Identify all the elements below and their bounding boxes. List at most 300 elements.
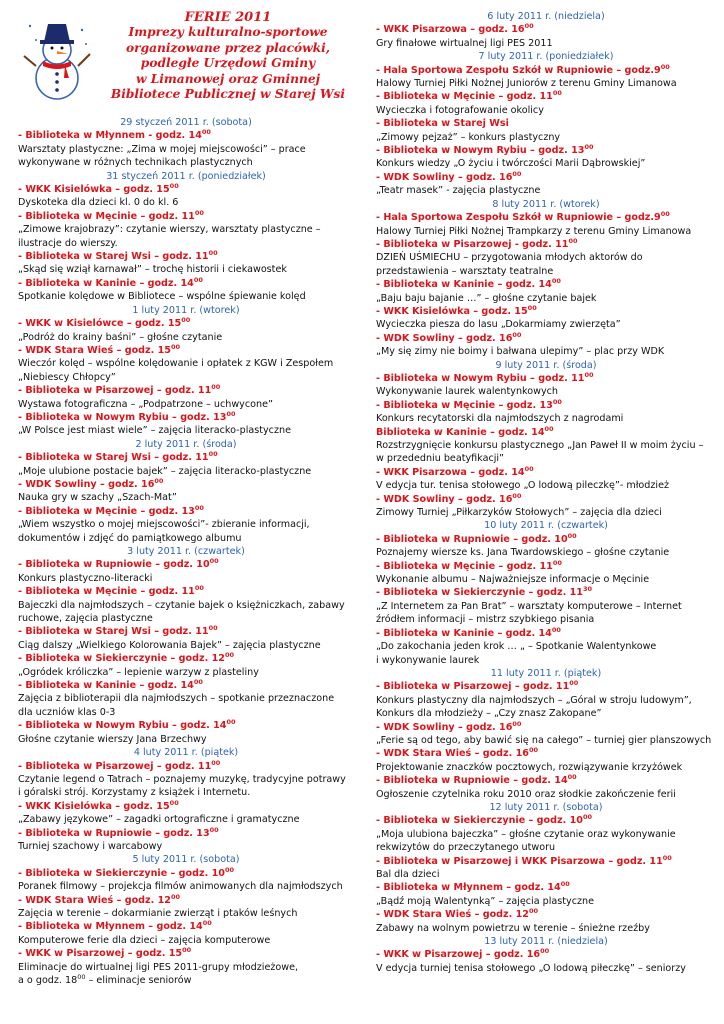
schedule-event (18, 813, 354, 826)
schedule-venue (18, 800, 354, 813)
schedule-event (18, 599, 354, 612)
schedule-venue (18, 344, 354, 357)
line-text: - Biblioteka w Siekierczynie – godz. 10 (376, 815, 583, 827)
line-text: - Biblioteka w Siekierczynie – godz. 10 (18, 867, 225, 879)
time-minutes: 00 (567, 531, 577, 540)
schedule-date (18, 438, 354, 451)
line-text: - Biblioteka w Męcinie – godz. 11 (18, 586, 195, 598)
line-text: Głośne czytanie wierszy Jana Brzechwy (18, 733, 207, 745)
schedule-event (376, 694, 716, 707)
line-text: - WKK Pisarzowa – godz. 14 (376, 466, 525, 478)
schedule-event (376, 265, 716, 278)
line-text: Eliminacje do wirtualnej ligi PES 2011-grupy młodzieżowe, (18, 961, 299, 973)
schedule-venue (376, 560, 716, 573)
line-text: Wycieczka piesza do lasu „Dokarmiamy zwierzęta” (376, 319, 621, 331)
time-minutes: 00 (77, 973, 86, 981)
line-text: Czytanie legend o Tatrach – poznajemy muzykę, tradycyjne potrawy (18, 773, 346, 785)
schedule-event (376, 788, 716, 801)
title-line: FERIE 2011 (184, 10, 272, 25)
schedule-event (18, 733, 354, 746)
schedule-venue (376, 627, 716, 640)
line-text: - Biblioteka w Kaninie – godz. 14 (376, 627, 552, 639)
line-text: 9 luty 2011 r. (środa) (495, 359, 597, 371)
schedule-venue (376, 211, 716, 224)
time-minutes: 00 (224, 865, 234, 874)
line-text: 1 luty 2011 r. (wtorek) (132, 304, 240, 316)
time-minutes: 00 (193, 678, 203, 687)
line-text: Konkurs plastyczny dla najmłodszych – „Góral w stroju ludowym”, (376, 694, 692, 706)
line-text: Nauka gry w szachy „Szach-Mat” (18, 492, 177, 504)
time-minutes: 00 (568, 236, 578, 245)
line-text: - Biblioteka w Starej Wsi – godz. 11 (18, 626, 209, 638)
schedule-venue (18, 719, 354, 732)
line-text: - Biblioteka w Siekierczynie – godz. 11 (376, 587, 583, 599)
schedule-venue (376, 117, 716, 130)
schedule-event (376, 707, 716, 720)
line-text: Gry finałowe wirtualnej ligi PES 2011 (376, 37, 553, 49)
schedule-event (376, 895, 716, 908)
schedule-date (18, 116, 354, 129)
line-text: - Biblioteka w Starej Wsi (376, 118, 509, 130)
line-text: - WDK Stara Wieś – godz. 12 (376, 909, 529, 921)
line-text: 3 luty 2011 r. (czwartek) (127, 546, 245, 557)
schedule-event (18, 639, 354, 652)
line-text: dla uczniów klas 0-3 (18, 706, 116, 718)
line-text: Konkurs dla młodzieży – „Czy znasz Zakopane” (376, 708, 602, 720)
line-text: Zajęcia w terenie – dokarmianie zwierząt i ptaków leśnych (18, 907, 298, 919)
schedule-venue (18, 625, 354, 638)
time-minutes: 00 (194, 503, 204, 512)
schedule-venue (376, 90, 716, 103)
schedule-venue (18, 920, 354, 933)
time-minutes: 00 (194, 208, 204, 217)
schedule-venue (376, 64, 716, 77)
line-text: - Biblioteka w Pisarzowej - godz. 11 (376, 238, 569, 250)
schedule-event (18, 532, 354, 545)
schedule-date (18, 746, 354, 759)
schedule-event (18, 371, 354, 384)
time-minutes: 00 (170, 892, 181, 901)
time-minutes: 30 (582, 585, 592, 594)
time-minutes: 00 (224, 651, 234, 660)
schedule-venue (376, 948, 716, 961)
line-text: „Ogródek króliczka” – lepienie warzyw z plasteliny (18, 666, 259, 678)
schedule-venue (376, 814, 716, 827)
line-text: „Baju baju bajanie …” – głośne czytanie bajek (376, 292, 597, 304)
time-minutes: 00 (202, 919, 212, 928)
time-minutes: 00 (209, 825, 219, 834)
line-text: Konkurs wiedzy „O życiu i twórczości Marii Dąbrowskiej” (376, 158, 646, 170)
schedule-venue (18, 451, 354, 464)
line-text: Wykonanie albumu – Najważniejsze informacje o Męcinie (376, 574, 650, 586)
schedule-event (18, 518, 354, 531)
line-text: 10 luty 2011 r. (czwartek) (484, 520, 608, 532)
schedule-event (376, 506, 716, 519)
schedule-venue (18, 652, 354, 665)
schedule-event (18, 263, 354, 276)
schedule-date (18, 545, 354, 558)
line-text: - Biblioteka w Nowym Rybiu – godz. 14 (18, 720, 227, 732)
time-minutes: 00 (552, 89, 562, 98)
title-line: w Limanowej oraz Gminnej (135, 71, 321, 86)
line-text: „Podróż do krainy baśni” – głośne czytanie (18, 331, 223, 343)
line-text: „Moja ulubiona bajeczka” – głośne czytanie oraz wykonywanie (376, 828, 676, 840)
line-text: 4 luty 2011 r. (piątek) (133, 747, 239, 759)
line-text: „Zimowe krajobrazy”: czytanie wierszy, warsztaty plastyczne – (18, 224, 321, 236)
line-text: Wykonywanie laurek walentynkowych (376, 386, 558, 398)
time-minutes: 00 (551, 625, 561, 634)
schedule-venue (18, 277, 354, 290)
schedule-event (376, 640, 716, 653)
schedule-event (376, 828, 716, 841)
time-minutes: 00 (512, 169, 522, 178)
schedule-venue (376, 278, 716, 291)
schedule-event (376, 922, 716, 935)
line-text: Projektowanie znaczków pocztowych, rozwiązywanie krzyżówek (376, 761, 683, 773)
line-text: - Biblioteka w Rupniowie – godz. 14 (376, 775, 568, 787)
schedule-event (18, 974, 354, 987)
line-text: Ciąg dalszy „Wielkiego Kolorowania Bajek” – zajęcia plastyczne (18, 639, 321, 651)
schedule-venue (376, 721, 716, 734)
line-text: „Bądź moją Walentynką” – zajęcia plastyczne (376, 895, 595, 907)
line-text: Wystawa fotograficzna – „Podpatrzone – uchwycone” (18, 398, 273, 410)
time-minutes: 00 (154, 476, 164, 485)
line-text: wykonywane w różnych technikach plastycznych (18, 157, 253, 169)
line-text: 29 styczeń 2011 r. (sobota) (120, 117, 252, 128)
time-minutes: 00 (567, 773, 577, 782)
line-text: „Z Internetem za Pan Brat” – warsztaty komputerowe – Internet (376, 600, 682, 612)
schedule-venue (18, 317, 354, 330)
line-text: Konkurs plastyczno-literacki (18, 572, 153, 584)
line-text: - Biblioteka w Pisarzowej – godz. 11 (18, 760, 212, 772)
time-minutes: 00 (226, 409, 236, 418)
line-text: „Moje ulubione postacie bajek” – zajęcia literacko-plastyczne (18, 465, 312, 477)
line-text: 7 luty 2011 r. (poniedziałek) (478, 51, 614, 63)
line-text: a o godz. 18 (18, 975, 78, 986)
line-text: Poranek filmowy – projekcja filmów animowanych dla najmłodszych (18, 881, 343, 893)
time-minutes: 00 (209, 557, 219, 566)
schedule-event (376, 157, 716, 170)
schedule-venue (18, 478, 354, 491)
line-text: - WKK Kisielówka – godz. 15 (18, 184, 170, 196)
line-text: 8 luty 2011 r. (wtorek) (492, 198, 600, 210)
schedule-event (18, 612, 354, 625)
line-text: rekwizytów do przeczytanego utworu (376, 842, 556, 854)
schedule-venue (376, 399, 716, 412)
line-text: „Zabawy językowe” – zagadki ortograficzne i gramatyczne (18, 814, 300, 826)
schedule-event (18, 786, 354, 799)
line-text: 31 styczeń 2011 r. (poniedziałek) (106, 170, 266, 182)
schedule-event (18, 237, 354, 250)
line-text: - WDK Sowliny – godz. 16 (376, 171, 513, 183)
time-minutes: 00 (524, 22, 534, 31)
schedule-event (18, 572, 354, 585)
line-text: 2 luty 2011 r. (środa) (135, 438, 237, 450)
line-text: „Wiem wszystko o mojej miejscowości”- zbieranie informacji, (18, 519, 310, 531)
time-minutes: 00 (211, 383, 221, 392)
line-text: - Biblioteka w Rupniowie – godz. 13 (18, 827, 210, 839)
title-line: podległe Urzędowi Gminy (140, 56, 316, 71)
line-text: Ogłoszenie czytelnika roku 2010 oraz słodkie zakończenie ferii (376, 788, 676, 800)
line-text: - Biblioteka w Męcinie – godz. 11 (18, 210, 195, 222)
schedule-event (376, 962, 716, 975)
line-text: - WDK Stara Wieś – godz. 15 (18, 344, 171, 356)
schedule-venue (376, 855, 716, 868)
time-minutes: 00 (170, 342, 181, 351)
schedule-event (18, 357, 354, 370)
line-text: - WDK Sowliny – godz. 16 (376, 721, 513, 733)
line-text: „Skąd się wziął karnawał” – trochę historii i ciekawostek (18, 264, 287, 276)
line-text: V edycja turniej tenisa stołowego „O lodową piłeczkę” – seniorzy (376, 962, 686, 974)
schedule-venue (376, 23, 716, 36)
line-text: - Biblioteka w Młynnem – godz. 14 (376, 882, 561, 894)
schedule-venue (18, 183, 354, 196)
schedule-event (18, 961, 354, 974)
line-text: „W Polsce jest miast wiele” – zajęcia literacko-plastyczne (18, 425, 291, 437)
schedule-event (376, 37, 716, 50)
schedule-event (376, 573, 716, 586)
time-minutes: 00 (169, 182, 179, 191)
schedule-venue (376, 171, 716, 184)
schedule-venue (376, 372, 716, 385)
schedule-event (376, 546, 716, 559)
line-text: - Biblioteka w Siekierczynie – godz. 12 (18, 653, 225, 665)
line-text: Komputerowe ferie dla dzieci – zajęcia komputerowe (18, 934, 271, 946)
time-minutes: 00 (660, 62, 670, 71)
schedule-date (376, 359, 716, 372)
schedule-event (376, 251, 716, 264)
schedule-venue (376, 747, 716, 760)
line-text: - Biblioteka w Pisarzowej i WKK Pisarzowa – godz. 11 (376, 855, 663, 867)
schedule-venue (18, 894, 354, 907)
schedule-event (376, 654, 716, 667)
schedule-event (376, 613, 716, 626)
line-text: Halowy Turniej Piłki Nożnej Juniorów z terenu Gminy Limanowa (376, 78, 677, 90)
time-minutes: 00 (552, 558, 562, 567)
line-text: ruchowe, zajęcia plastyczne (18, 613, 153, 625)
snowman-icon (22, 16, 92, 102)
schedule-event (18, 773, 354, 786)
schedule-event (18, 424, 354, 437)
line-text: Spotkanie kolędowe w Bibliotece – wspólne śpiewanie kolęd (18, 291, 306, 303)
time-minutes: 00 (201, 128, 211, 137)
schedule-event (18, 398, 354, 411)
line-text: Dyskoteka dla dzieci kl. 0 do kl. 6 (18, 197, 179, 209)
line-text: przedstawienia – warsztaty teatralne (376, 265, 554, 277)
schedule-event (18, 880, 354, 893)
line-text: Wieczór kolęd – wspólne kolędowanie i opłatek z KGW i Zespołem (18, 358, 334, 370)
schedule-venue (18, 129, 354, 142)
time-minutes: 00 (662, 853, 672, 862)
time-minutes: 00 (551, 277, 561, 286)
line-text: - Biblioteka w Kaninie – godz. 14 (376, 279, 552, 291)
line-text: - Biblioteka w Męcinie – godz. 13 (376, 399, 553, 411)
line-text: Turniej szachowy i warcabowy (18, 840, 163, 852)
time-minutes: 00 (540, 947, 550, 956)
line-text: i góralski strój. Korzystamy z książek i Internetu. (18, 787, 251, 799)
line-text: V edycja tur. tenisa stołowego „O lodową pileczkę”- młodzież (376, 480, 670, 492)
schedule-date (376, 10, 716, 23)
schedule-event (18, 840, 354, 853)
schedule-event (18, 196, 354, 209)
schedule-event (376, 841, 716, 854)
schedule-venue (376, 466, 716, 479)
schedule-event (18, 331, 354, 344)
schedule-event (376, 225, 716, 238)
line-text: 6 luty 2011 r. (niedziela) (487, 11, 605, 22)
schedule-event (376, 184, 716, 197)
line-text: - WKK Kisielówka – godz. 15 (18, 800, 170, 812)
line-text: - Biblioteka w Męcinie – godz. 11 (376, 91, 553, 103)
line-text: - Biblioteka w Rupniowie – godz. 10 (18, 559, 210, 571)
line-text: „Zimowy pejzaż” – konkurs plastyczny (376, 131, 561, 143)
line-text: dokumentów i zdjęć do pamiątkowego albumu (18, 532, 242, 544)
schedule-venue (18, 411, 354, 424)
schedule-date (18, 170, 354, 183)
schedule-venue (18, 679, 354, 692)
line-text: - Biblioteka w Pisarzowej – godz. 11 (376, 681, 570, 693)
schedule-date (18, 853, 354, 866)
schedule-venue (18, 585, 354, 598)
schedule-event (376, 292, 716, 305)
schedule-event (376, 318, 716, 331)
left-column (18, 10, 354, 987)
line-text: - Biblioteka w Kaninie – godz. 14 (18, 277, 194, 289)
right-schedule (376, 10, 716, 975)
line-text: - Hala Sportowa Zespołu Szkół w Rupniowie – godz.9 (376, 64, 661, 76)
line-text: 5 luty 2011 r. (sobota) (132, 854, 240, 866)
schedule-event (18, 465, 354, 478)
time-minutes: 00 (193, 275, 203, 284)
schedule-venue (376, 533, 716, 546)
title-line: Bibliotece Publicznej w Starej Wsi (110, 87, 346, 102)
schedule-venue (18, 867, 354, 880)
schedule-date (376, 667, 716, 680)
line-text: Bajeczki dla najmłodszych – czytanie bajek o księżniczkach, zabawy (18, 599, 345, 611)
line-text: Rozstrzygnięcie konkursu plastycznego „Jan Paweł II w moim życiu – (376, 440, 704, 451)
line-text: „My się zimy nie boimy i bałwana ulepimy” – plac przy WDK (376, 346, 665, 358)
schedule-venue (18, 505, 354, 518)
line-text: Halowy Turniej Piłki Nożnej Trampkarzy z terenu Gminy Limanowa (376, 225, 692, 237)
schedule-venue (376, 881, 716, 894)
line-text: Zimowy Turniej „Piłkarzyków Stołowych” – zajęcia dla dzieci (376, 507, 662, 519)
time-minutes: 00 (208, 624, 218, 633)
schedule-date (376, 50, 716, 63)
line-text: DZIEŃ UŚMIECHU – przygotowania młodych aktorów do (376, 252, 643, 264)
line-text: - WKK Kisielówka – godz. 15 (376, 305, 528, 317)
schedule-venue (376, 238, 716, 251)
line-text: Wycieczka i fotografowanie okolicy (376, 104, 544, 116)
schedule-event (376, 412, 716, 425)
schedule-event (376, 439, 716, 452)
schedule-venue (18, 558, 354, 571)
schedule-event (18, 290, 354, 303)
schedule-date (376, 801, 716, 814)
schedule-event (376, 761, 716, 774)
schedule-venue (18, 384, 354, 397)
title-line: Imprezy kulturalno-sportowe (128, 25, 328, 40)
line-text: 13 luty 2011 r. (niedziela) (484, 936, 608, 948)
line-text: - WDK Sowliny – godz. 16 (18, 478, 155, 490)
line-text: źródłem informacji – mistrz szybkiego pisania (376, 614, 595, 626)
line-text: - WKK Pisarzowa – godz. 16 (376, 24, 525, 36)
line-text: 12 luty 2011 r. (sobota) (489, 801, 603, 813)
schedule-event (376, 131, 716, 144)
time-minutes: 00 (512, 330, 522, 339)
line-text: i wykonywanie laurek (376, 654, 480, 666)
line-text: Bal dla dzieci (376, 869, 440, 880)
schedule-event (18, 934, 354, 947)
line-text: - WKK w Pisarzowej – godz. 15 (18, 948, 183, 960)
schedule-event (18, 156, 354, 169)
schedule-event (18, 223, 354, 236)
schedule-event (18, 491, 354, 504)
line-text: ilustracje do wierszy. (18, 237, 118, 249)
line-text: - Biblioteka w Nowym Rybiu – godz. 11 (376, 372, 585, 384)
line-text: - WKK w Pisarzowej – godz. 16 (376, 949, 541, 961)
line-text: Warsztaty plastyczne: „Zima w mojej miejscowości” – prace (18, 143, 306, 155)
time-minutes: 00 (582, 813, 592, 822)
line-text: - Biblioteka w Męcinie – godz. 11 (376, 560, 553, 572)
schedule-event (18, 692, 354, 705)
line-text: - Biblioteka w Męcinie – godz. 13 (18, 505, 195, 517)
time-minutes: 00 (528, 907, 539, 916)
time-minutes: 00 (527, 303, 537, 312)
line-text: - WDK Stara Wieś – godz. 12 (18, 894, 171, 906)
line-text: „Do zakochania jeden krok … „ – Spotkanie Walentynkowe (376, 641, 657, 653)
schedule-venue (376, 305, 716, 318)
time-minutes: 00 (194, 584, 204, 593)
line-text: - Biblioteka w Młynnem – godz. 14 (18, 921, 203, 933)
time-minutes: 00 (528, 746, 539, 755)
schedule-event (18, 706, 354, 719)
time-minutes: 00 (512, 491, 522, 500)
schedule-event (18, 143, 354, 156)
line-text: Biblioteka w Kaninie – godz. 14 (376, 426, 545, 438)
schedule-venue (18, 827, 354, 840)
schedule-venue (376, 332, 716, 345)
time-minutes: 00 (208, 450, 218, 459)
time-minutes: 00 (211, 758, 221, 767)
line-text: - WDK Sowliny – godz. 16 (376, 493, 513, 505)
line-text: „Teatr masek” - zajęcia plastyczne (376, 185, 541, 197)
title-line: organizowane przez placówki, (126, 40, 330, 55)
line-text: w przededniu beatyfikacji” (376, 453, 505, 465)
line-text: Zajęcia z biblioterapii dla najmłodszych – spotkanie przeznaczone (18, 693, 335, 705)
schedule-venue (376, 586, 716, 599)
schedule-venue (376, 426, 716, 439)
time-minutes: 00 (226, 718, 236, 727)
time-minutes: 00 (660, 210, 670, 219)
line-text: „Ferie są od tego, aby bawić się na całego” – turniej gier planszowych (376, 734, 712, 746)
schedule-date (376, 198, 716, 211)
schedule-venue (18, 210, 354, 223)
schedule-event (18, 666, 354, 679)
schedule-venue (18, 250, 354, 263)
line-text: Zabawy na wolnym powietrzu w terenie – śnieżne rzeźby (376, 922, 650, 934)
line-text: - Biblioteka w Nowym Rybiu – godz. 13 (376, 145, 585, 157)
line-text: - Biblioteka w Starej Wsi – godz. 11 (18, 452, 209, 464)
line-text: - Hala Sportowa Zespołu Szkół w Rupniowie – godz.9 (376, 212, 661, 224)
right-column (376, 10, 716, 975)
line-text: - WDK Stara Wieś – godz. 16 (376, 748, 529, 760)
time-minutes: 00 (552, 397, 562, 406)
time-minutes: 00 (181, 316, 191, 325)
time-minutes: 00 (524, 464, 534, 473)
schedule-event (18, 907, 354, 920)
line-text: Poznajemy wiersze ks. Jana Twardowskiego – głośne czytanie (376, 547, 670, 559)
time-minutes: 00 (169, 798, 179, 807)
